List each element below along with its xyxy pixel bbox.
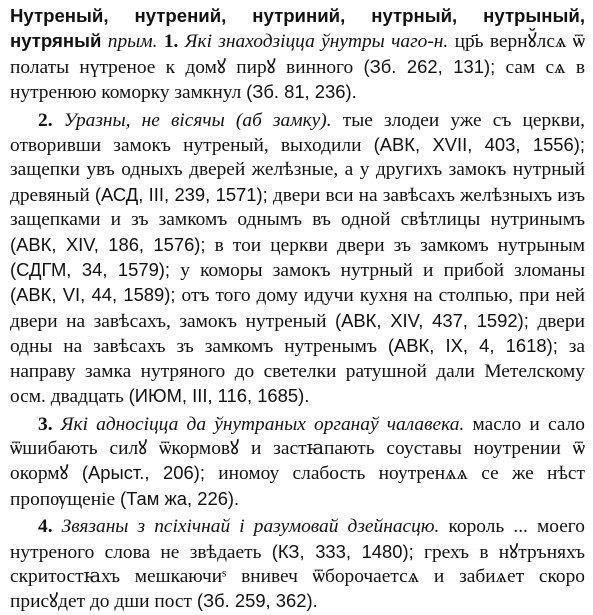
example-citation: (АВК, XVII, 403, 1556); xyxy=(373,134,585,156)
sense-definition: Які знаходзіцца ўнутры чаго-н. xyxy=(184,31,449,53)
example-citation: (АВК, XIV, 437, 1592); xyxy=(335,309,529,331)
example-text: двери одны на завѣсахъ зъ замкомъ нутренымъ xyxy=(10,310,585,358)
example-text: тые злодеи уже съ церкви, отворивши замокъ нутреный, выходили xyxy=(10,109,585,157)
example-citation: (КЗ, 333, 1480); xyxy=(271,540,414,562)
example-text: масло и сало ѿшибають силꙋ ѿкормовꙋ и застꙗпають соуставы ноутрении ѿ окормꙋ xyxy=(10,413,585,485)
example-citation: (Арыст., 206); xyxy=(81,462,205,484)
example-text: за направу замка нутряного до светелки ратушной дали Метелскому осм. двадцать xyxy=(10,336,585,408)
sense-number: 1. xyxy=(163,31,179,53)
sense-4 xyxy=(10,515,585,615)
example-citation: (Зб. 81, 236). xyxy=(246,81,357,103)
sense-number: 3. xyxy=(38,413,53,435)
example-text: защепки увъ одныхъ дверей желѣзные, а у другихъ замокъ нутрный древяный xyxy=(10,159,585,206)
example-citation: (ИЮМ, III, 116, 1685). xyxy=(128,385,310,407)
example-text: у коморы замокъ нутрный и прибой зломаны xyxy=(180,260,585,282)
sense-definition: Уразны, не вісячы (аб замку). xyxy=(63,109,332,131)
example-text: король ... моего нутреного слова не звѣдаеть xyxy=(10,516,585,563)
example-citation: (Там жа, 226). xyxy=(119,487,240,509)
example-citation: (АВК, VI, 44, 1589); xyxy=(10,284,176,306)
example-text: иномоу слабость ноутренѧѧ се же нѣст пропѹщеніе xyxy=(10,463,585,510)
sense-number: 2. xyxy=(38,109,53,131)
example-text: цр҃ь вернꙋ̆лсѧ ѿ полаты нүтреное к домꙋ пирꙋ винного xyxy=(10,31,585,78)
sense-number: 4. xyxy=(38,516,53,538)
example-text: в тои церкви двери зъ замкомъ нутрыным xyxy=(214,234,585,256)
example-citation: (АСД, III, 239, 1571); xyxy=(94,183,268,205)
headword: Нутреный, нутрений, нутриний, нутрный, нутрыный, нутряный xyxy=(10,5,585,52)
sense-3 xyxy=(10,413,585,513)
sense-1 xyxy=(10,4,585,106)
example-text: грехъ в нꙋтръняхъ скритостꙗхъ мешкаючиˢ внивеч ѿборочаетсѧ и забиѧет скоро присꙋдет до дши пост xyxy=(10,541,585,613)
example-text: двери вси на завѣсахъ желѣзныхъ изъ защепками и зъ замкомъ однымъ въ одной свѣтлицы нутринымъ xyxy=(10,184,585,231)
example-citation: (АВК, XIV, 186, 1576); xyxy=(10,233,206,255)
part-of-speech: прым. xyxy=(107,31,158,53)
sense-2 xyxy=(10,109,585,410)
example-citation: (Зб. 259, 362). xyxy=(196,590,318,612)
example-text: отъ того дому идучи кухня на столпью, при ней двери на завѣсахъ, замокъ нутреный xyxy=(10,285,585,332)
sense-definition: Звязаны з псіхічнай і разумовай дзейнасцю. xyxy=(61,516,440,538)
example-citation: (Зб. 262, 131); xyxy=(363,55,496,77)
example-citation: (СДГМ, 34, 1579); xyxy=(10,259,171,281)
sense-definition: Які адносіцца да ўнутраных органаў чалавека. xyxy=(60,413,465,435)
example-text: сам сѧ в нутренюю коморку замкнул xyxy=(10,56,585,104)
example-citation: (АВК, IX, 4, 1618); xyxy=(387,335,558,357)
